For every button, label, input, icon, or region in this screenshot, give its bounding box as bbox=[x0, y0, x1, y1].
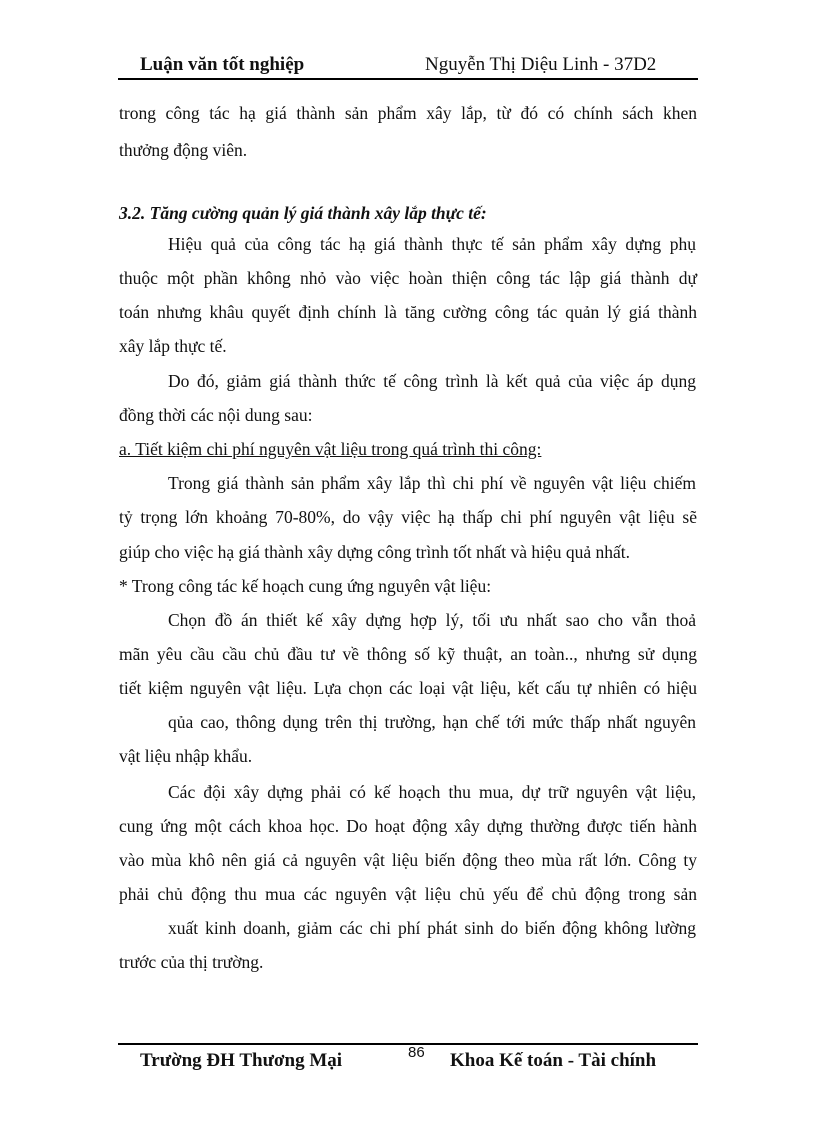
paragraph-line: vật liệu nhập khẩu. bbox=[119, 746, 253, 766]
paragraph-line: vào mùa khô nên giá cả nguyên vật liệu biến động theo mùa rất lớn. Công ty bbox=[119, 850, 697, 870]
footer-faculty: Khoa Kế toán - Tài chính bbox=[450, 1050, 657, 1071]
paragraph-line: Chọn đồ án thiết kế xây dựng hợp lý, tối ưu nhất sao cho vẫn thoả bbox=[168, 610, 696, 630]
footer-school: Trường ĐH Thương Mại bbox=[140, 1050, 343, 1071]
paragraph-line: cung ứng một cách khoa học. Do hoạt động xây dựng thường được tiến hành bbox=[119, 816, 697, 836]
page-number: 86 bbox=[408, 1044, 425, 1061]
header-rule bbox=[118, 78, 698, 80]
page-header bbox=[118, 52, 698, 80]
paragraph-line: Hiệu quả của công tác hạ giá thành thực tế sản phẩm xây dựng phụ bbox=[168, 234, 696, 254]
paragraph-line: tiết kiệm nguyên vật liệu. Lựa chọn các loại vật liệu, kết cấu tự nhiên có hiệu bbox=[119, 678, 697, 698]
paragraph-line: Do đó, giảm giá thành thức tế công trình là kết quả của việc áp dụng bbox=[168, 371, 696, 391]
paragraph-line: đồng thời các nội dung sau: bbox=[119, 405, 313, 425]
paragraph-line: xuất kinh doanh, giảm các chi phí phát sinh do biến động không lường bbox=[168, 918, 696, 938]
paragraph-line: trước của thị trường. bbox=[119, 952, 264, 972]
paragraph-line: xây lắp thực tế. bbox=[119, 336, 227, 356]
paragraph-line: phải chủ động thu mua các nguyên vật liệu chủ yếu để chủ động trong sản bbox=[119, 884, 697, 904]
paragraph-line: trong công tác hạ giá thành sản phẩm xây lắp, từ đó có chính sách khen bbox=[119, 103, 697, 123]
paragraph-line: Các đội xây dựng phải có kế hoạch thu mua, dự trữ nguyên vật liệu, bbox=[168, 782, 696, 802]
paragraph-line: thưởng động viên. bbox=[119, 140, 248, 160]
bullet-line: * Trong công tác kế hoạch cung ứng nguyên vật liệu: bbox=[119, 576, 492, 596]
paragraph-line: mãn yêu cầu cầu chủ đầu tư về thông số kỹ thuật, an toàn.., nhưng sử dụng bbox=[119, 644, 697, 664]
paragraph-line: toán nhưng khâu quyết định chính là tăng cường công tác quản lý giá thành bbox=[119, 302, 697, 322]
header-author: Nguyễn Thị Diệu Linh - 37D2 bbox=[425, 54, 657, 75]
subsection-heading: a. Tiết kiệm chi phí nguyên vật liệu trong quá trình thi công: bbox=[119, 439, 542, 459]
paragraph-line: Trong giá thành sản phẩm xây lắp thì chi phí về nguyên vật liệu chiếm bbox=[168, 473, 696, 493]
paragraph-line: thuộc một phần không nhỏ vào việc hoàn thiện công tác lập giá thành dự bbox=[119, 268, 697, 288]
paragraph-line: tỷ trọng lớn khoảng 70-80%, do vậy việc hạ thấp chi phí nguyên vật liệu sẽ bbox=[119, 507, 697, 527]
paragraph-line: qủa cao, thông dụng trên thị trường, hạn chế tới mức thấp nhất nguyên bbox=[168, 712, 696, 732]
header-title: Luận văn tốt nghiệp bbox=[140, 54, 305, 75]
section-heading: 3.2. Tăng cường quản lý giá thành xây lắp thực tế: bbox=[119, 203, 487, 223]
paragraph-line: giúp cho việc hạ giá thành xây dựng công trình tốt nhất và hiệu quả nhất. bbox=[119, 542, 631, 562]
